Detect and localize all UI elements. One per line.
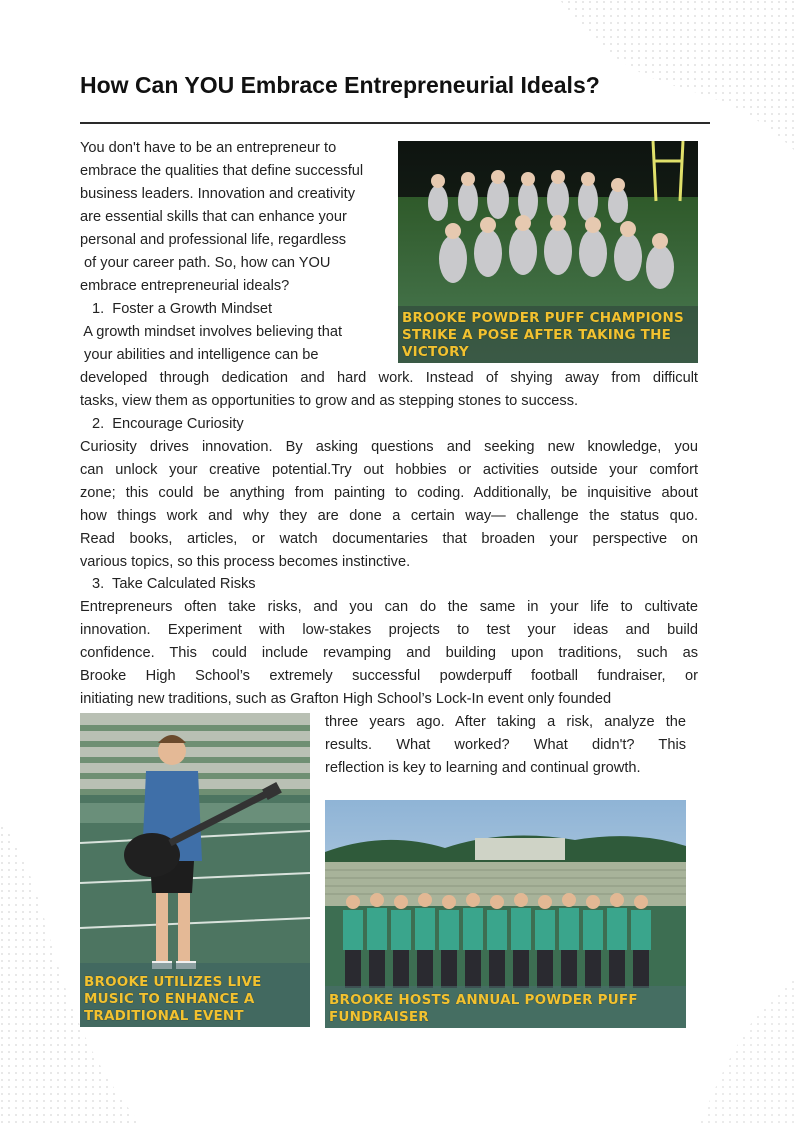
paragraph-line: your abilities and intelligence can be bbox=[80, 347, 319, 363]
photo-champions bbox=[398, 141, 698, 363]
paragraph-line: zone; this could be anything from painting to coding. Additionally, be inquisitive about bbox=[80, 485, 698, 501]
photo-fundraiser bbox=[325, 800, 686, 1028]
paragraph-line: personal and professional life, regardless bbox=[80, 232, 347, 248]
photo-live-music bbox=[80, 713, 310, 1027]
photo-caption: BROOKE UTILIZES LIVE MUSIC TO ENHANCE A TRADITIONAL EVENT bbox=[84, 974, 262, 1024]
list-heading: 2. Encourage Curiosity bbox=[92, 416, 244, 432]
paragraph-line: embrace the qualities that define successful bbox=[80, 163, 364, 179]
title-divider bbox=[80, 122, 710, 124]
page-title: How Can YOU Embrace Entrepreneurial Ideals? bbox=[80, 72, 600, 98]
paragraph-line: developed through dedication and hard work. Instead of shying away from difficult bbox=[80, 370, 698, 386]
paragraph-line: confidence. This could include revamping and building upon traditions, such as bbox=[80, 645, 698, 661]
paragraph-line: A growth mindset involves believing that bbox=[80, 324, 343, 340]
paragraph-line: reflection is key to learning and continual growth. bbox=[325, 760, 641, 776]
paragraph-line: Entrepreneurs often take risks, and you can do the same in your life to cultivate bbox=[80, 599, 698, 615]
paragraph-line: of your career path. So, how can YOU bbox=[80, 255, 331, 271]
list-heading: 3. Take Calculated Risks bbox=[92, 576, 256, 592]
paragraph-line: can unlock your creative potential.Try out hobbies or activities outside your comfort bbox=[80, 462, 698, 478]
paragraph-line: Brooke High School’s extremely successful powderpuff football fundraiser, or bbox=[80, 668, 698, 684]
photo-caption: BROOKE HOSTS ANNUAL POWDER PUFF FUNDRAISER bbox=[329, 992, 638, 1025]
paragraph-line: how things work and why they are done a certain way— challenge the status quo. bbox=[80, 508, 698, 524]
paragraph-line: various topics, so this process becomes instinctive. bbox=[80, 554, 411, 570]
paragraph-line: results. What worked? What didn't? This bbox=[325, 737, 686, 753]
paragraph-line: three years ago. After taking a risk, analyze the bbox=[325, 714, 686, 730]
list-heading: 1. Foster a Growth Mindset bbox=[92, 301, 273, 317]
paragraph-line: innovation. Experiment with low-stakes projects to test your ideas and build bbox=[80, 622, 698, 638]
paragraph-line: Read books, articles, or watch documentaries that broaden your perspective on bbox=[80, 531, 698, 547]
photo-caption: BROOKE POWDER PUFF CHAMPIONS STRIKE A POSE AFTER TAKING THE VICTORY bbox=[402, 310, 684, 360]
paragraph-line: tasks, view them as opportunities to grow and as stepping stones to success. bbox=[80, 393, 579, 409]
paragraph-line: are essential skills that can enhance your bbox=[80, 209, 347, 225]
paragraph-line: embrace entrepreneurial ideals? bbox=[80, 278, 290, 294]
paragraph-line: initiating new traditions, such as Grafton High School’s Lock-In event only founded bbox=[80, 691, 612, 707]
paragraph-line: You don't have to be an entrepreneur to bbox=[80, 140, 337, 156]
paragraph-line: business leaders. Innovation and creativity bbox=[80, 186, 356, 202]
paragraph-line: Curiosity drives innovation. By asking questions and seeking new knowledge, you bbox=[80, 439, 698, 455]
